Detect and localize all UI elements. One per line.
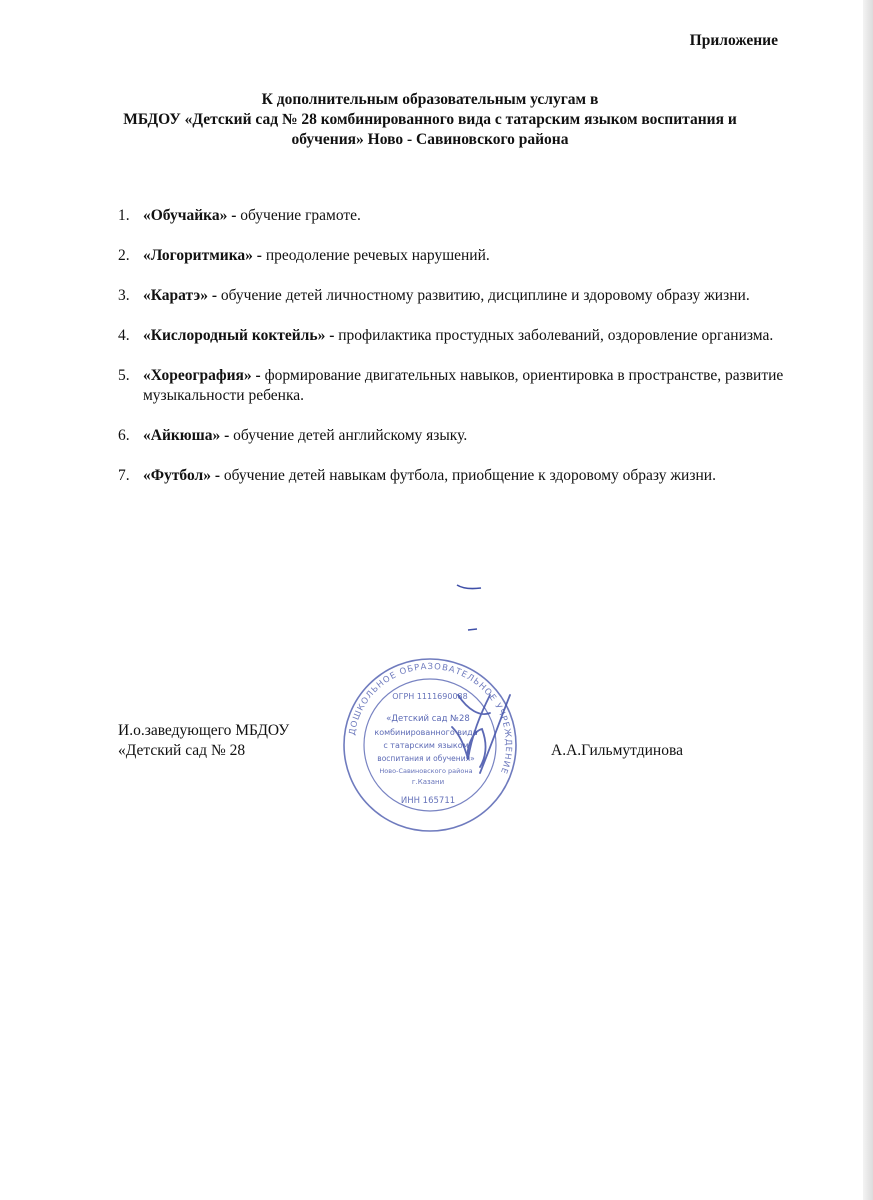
service-description: обучение детей навыкам футбола, приобщение к здоровому образу жизни.	[220, 467, 716, 484]
service-name: «Каратэ» -	[143, 287, 217, 304]
service-description: обучение детей английскому языку.	[229, 427, 468, 444]
scan-edge-shadow	[863, 0, 873, 1200]
service-number: 7.	[118, 467, 130, 484]
stamp-ogrn: ОГРН 1111690088	[392, 692, 468, 701]
heading-line-2: МБДОУ «Детский сад № 28 комбинированного вида с татарским языком воспитания и	[123, 111, 737, 128]
service-item	[118, 246, 798, 266]
service-description: обучение детей личностному развитию, дисциплине и здоровому образу жизни.	[217, 287, 750, 304]
service-name: «Логоритмика» -	[143, 247, 262, 264]
position-line-2: «Детский сад № 28	[118, 742, 246, 759]
signatory-name: А.А.Гильмутдинова	[551, 742, 683, 759]
service-number: 2.	[118, 247, 130, 264]
service-description: профилактика простудных заболеваний, оздоровление организма.	[334, 327, 774, 344]
stamp-inn: ИНН 165711	[400, 796, 456, 806]
service-number: 6.	[118, 427, 130, 444]
stamp-line-5: Ново-Савиновского района	[379, 767, 473, 775]
service-name: «Хореография» -	[143, 367, 261, 384]
service-number: 1.	[118, 207, 130, 224]
pen-mark	[466, 626, 480, 634]
service-item	[118, 366, 798, 406]
heading-line-1: К дополнительным образовательным услугам в	[261, 91, 599, 108]
stamp-line-1: «Детский сад №28	[386, 714, 470, 724]
signatory-position	[118, 721, 289, 761]
service-item	[118, 426, 798, 446]
service-description: обучение грамоте.	[236, 207, 361, 224]
service-name: «Кислородный коктейль» -	[143, 327, 335, 344]
services-list	[118, 206, 798, 506]
service-item	[118, 466, 798, 486]
stamp-line-4: воспитания и обучения»	[377, 754, 475, 763]
heading-line-3: обучения» Ново - Савиновского района	[291, 131, 569, 148]
stamp-line-3: с татарским языком	[383, 741, 469, 750]
service-name: «Айкюша» -	[143, 427, 230, 444]
stamp-line-2: комбинированного вида	[374, 728, 478, 737]
official-stamp	[340, 655, 520, 835]
pen-mark	[455, 582, 485, 594]
service-name: «Футбол» -	[143, 467, 221, 484]
service-item	[118, 206, 798, 226]
position-line-1: И.о.заведующего МБДОУ	[118, 722, 290, 739]
service-description: преодоление речевых нарушений.	[261, 247, 490, 264]
service-number: 3.	[118, 287, 130, 304]
stamp-ring-text: ДОШКОЛЬНОЕ ОБРАЗОВАТЕЛЬНОЕ УЧРЕЖДЕНИЕ	[347, 661, 514, 776]
service-description: формирование двигательных навыков, ориентировка в пространстве, развитие музыкальности ребенка.	[143, 367, 784, 404]
service-number: 5.	[118, 367, 130, 384]
service-item	[118, 326, 798, 346]
appendix-label: Приложение	[689, 32, 778, 49]
service-name: «Обучайка» -	[143, 207, 237, 224]
service-number: 4.	[118, 327, 130, 344]
document-heading	[60, 90, 800, 150]
stamp-line-6: г.Казани	[411, 778, 445, 786]
service-item	[118, 286, 798, 306]
